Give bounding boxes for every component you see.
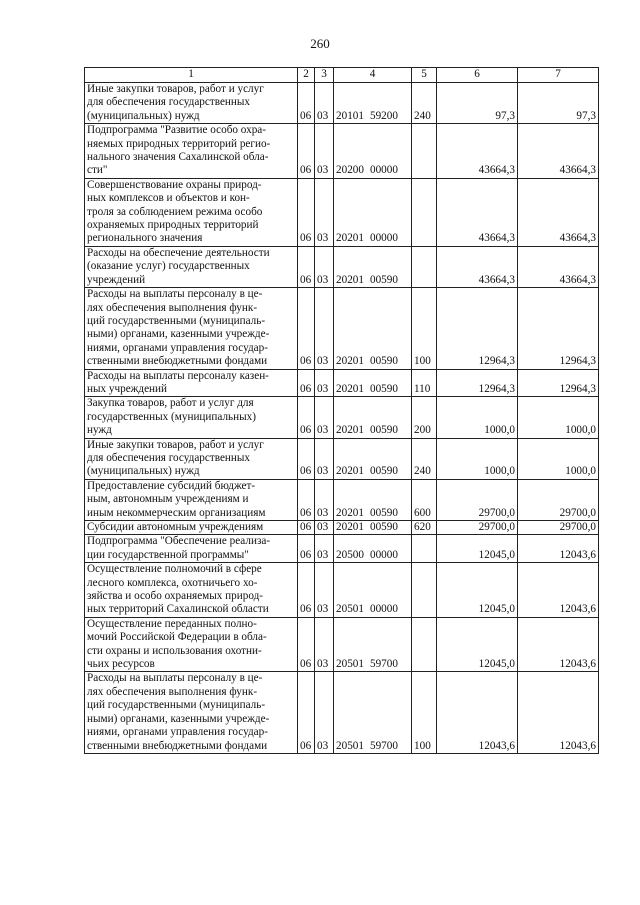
target-article-cell: [334, 535, 412, 563]
expense-type-cell: 600: [412, 479, 437, 520]
table-row: [85, 563, 599, 618]
target-article-cell: [334, 479, 412, 520]
subsection-code-cell: 03: [315, 397, 334, 438]
table-row: [85, 617, 599, 672]
target-article-part-2: 00590: [369, 506, 398, 519]
table-row: [85, 479, 599, 520]
target-article-cell: [334, 178, 412, 246]
target-article-cell: [334, 369, 412, 397]
target-article-part-2: 00590: [369, 273, 398, 286]
target-article-part-2: 00000: [369, 548, 398, 561]
section-code-cell: 06: [298, 369, 315, 397]
section-code-cell: 06: [298, 246, 315, 287]
section-code-cell: 06: [298, 521, 315, 535]
target-article-cell: [334, 124, 412, 179]
table-row: [85, 535, 599, 563]
expense-type-cell: [412, 617, 437, 672]
amount-col-7-cell: 12964,3: [518, 288, 599, 369]
name-cell: Осуществление полномочий в сфере лесного комплекса, охотничьего хо- зяйства и особо охраняемых природ- ных территорий Сахалинской области: [85, 563, 298, 618]
amount-col-7-cell: 97,3: [518, 83, 599, 124]
name-cell: Предоставление субсидий бюджет- ным, автономным учреждениям и иным некоммерческим организациям: [85, 479, 298, 520]
target-article-part-1: 20201: [336, 232, 364, 245]
table-row: [85, 397, 599, 438]
target-article-cell: [334, 288, 412, 369]
section-code-cell: 06: [298, 672, 315, 753]
expense-type-cell: 200: [412, 397, 437, 438]
subsection-code-cell: 03: [315, 83, 334, 124]
name-cell: Расходы на выплаты персоналу в це- лях обеспечения выполнения функ- ций государственными (муниципаль- ными) органами, казенными учрежде- ниями, органами управления государ- ственными внебюджетными фондами: [85, 288, 298, 369]
header-col-6: 6: [437, 68, 518, 83]
subsection-code-cell: 03: [315, 521, 334, 535]
amount-col-7-cell: 43664,3: [518, 246, 599, 287]
target-article-cell: [334, 617, 412, 672]
name-cell: Расходы на выплаты персоналу в це- лях обеспечения выполнения функ- ций государственными (муниципаль- ными) органами, казенными учрежде- ниями, органами управления государ- ственными внебюджетными фондами: [85, 672, 298, 753]
amount-col-6-cell: 1000,0: [437, 397, 518, 438]
target-article-part-2: 00590: [369, 521, 398, 533]
amount-col-6-cell: 43664,3: [437, 124, 518, 179]
table-row: [85, 438, 599, 479]
name-cell: Подпрограмма "Обеспечение реализа- ции государственной программы": [85, 535, 298, 563]
target-article-cell: [334, 246, 412, 287]
expense-type-cell: 240: [412, 438, 437, 479]
section-code-cell: 06: [298, 563, 315, 618]
amount-col-7-cell: 1000,0: [518, 438, 599, 479]
subsection-code-cell: 03: [315, 124, 334, 179]
section-code-cell: 06: [298, 397, 315, 438]
target-article-part-2: 00590: [369, 465, 398, 478]
amount-col-6-cell: 1000,0: [437, 438, 518, 479]
table-row: [85, 83, 599, 124]
table-row: [85, 246, 599, 287]
header-col-1: 1: [85, 68, 298, 83]
name-cell: Закупка товаров, работ и услуг для государственных (муниципальных) нужд: [85, 397, 298, 438]
amount-col-6-cell: 12045,0: [437, 617, 518, 672]
target-article-part-1: 20201: [336, 355, 364, 368]
target-article-cell: [334, 438, 412, 479]
subsection-code-cell: 03: [315, 563, 334, 618]
amount-col-7-cell: 12043,6: [518, 535, 599, 563]
subsection-code-cell: 03: [315, 438, 334, 479]
table-row: [85, 288, 599, 369]
expense-type-cell: 100: [412, 288, 437, 369]
amount-col-6-cell: 12964,3: [437, 369, 518, 397]
subsection-code-cell: 03: [315, 479, 334, 520]
amount-col-6-cell: 12045,0: [437, 535, 518, 563]
target-article-part-1: 20101: [336, 109, 364, 122]
header-row: [85, 68, 599, 83]
target-article-part-2: 00000: [369, 603, 398, 616]
page-number: 260: [310, 36, 330, 51]
target-article-cell: [334, 672, 412, 753]
target-article-part-2: 59700: [369, 658, 398, 671]
amount-col-6-cell: 43664,3: [437, 246, 518, 287]
table-row: [85, 672, 599, 753]
amount-col-7-cell: 12043,6: [518, 617, 599, 672]
section-code-cell: 06: [298, 83, 315, 124]
amount-col-7-cell: 1000,0: [518, 397, 599, 438]
target-article-part-1: 20201: [336, 506, 364, 519]
target-article-part-1: 20201: [336, 273, 364, 286]
subsection-code-cell: 03: [315, 369, 334, 397]
amount-col-6-cell: 29700,0: [437, 479, 518, 520]
target-article-part-2: 00590: [369, 355, 398, 368]
target-article-part-1: 20201: [336, 465, 364, 478]
header-col-2: 2: [298, 68, 315, 83]
amount-col-7-cell: 12964,3: [518, 369, 599, 397]
name-cell: Совершенствование охраны природ- ных комплексов и объектов и кон- троля за соблюдением режима особо охраняемых природных территорий регионального значения: [85, 178, 298, 246]
target-article-part-1: 20500: [336, 548, 364, 561]
target-article-part-2: 00000: [369, 164, 398, 177]
subsection-code-cell: 03: [315, 535, 334, 563]
section-code-cell: 06: [298, 479, 315, 520]
expense-type-cell: [412, 563, 437, 618]
amount-col-7-cell: 12043,6: [518, 563, 599, 618]
expense-type-cell: [412, 535, 437, 563]
name-cell: Иные закупки товаров, работ и услуг для обеспечения государственных (муниципальных) нужд: [85, 438, 298, 479]
target-article-cell: [334, 397, 412, 438]
budget-table: [84, 67, 599, 754]
amount-col-6-cell: 12045,0: [437, 563, 518, 618]
expense-type-cell: 110: [412, 369, 437, 397]
table-row: [85, 521, 599, 535]
amount-col-6-cell: 12043,6: [437, 672, 518, 753]
section-code-cell: 06: [298, 617, 315, 672]
target-article-part-1: 20201: [336, 521, 364, 533]
amount-col-7-cell: 29700,0: [518, 521, 599, 535]
subsection-code-cell: 03: [315, 617, 334, 672]
amount-col-7-cell: 43664,3: [518, 178, 599, 246]
amount-col-6-cell: 12964,3: [437, 288, 518, 369]
amount-col-7-cell: 12043,6: [518, 672, 599, 753]
section-code-cell: 06: [298, 124, 315, 179]
target-article-part-2: 00590: [369, 424, 398, 437]
name-cell: Осуществление переданных полно- мочий Российской Федерации в обла- сти охраны и использования охотни- чьих ресурсов: [85, 617, 298, 672]
amount-col-7-cell: 43664,3: [518, 124, 599, 179]
expense-type-cell: [412, 178, 437, 246]
amount-col-7-cell: 29700,0: [518, 479, 599, 520]
header-col-3: 3: [315, 68, 334, 83]
target-article-part-1: 20201: [336, 424, 364, 437]
subsection-code-cell: 03: [315, 672, 334, 753]
target-article-part-2: 59700: [369, 739, 398, 752]
name-cell: Иные закупки товаров, работ и услуг для обеспечения государственных (муниципальных) нужд: [85, 83, 298, 124]
expense-type-cell: 620: [412, 521, 437, 535]
name-cell: Расходы на обеспечение деятельности (оказание услуг) государственных учреждений: [85, 246, 298, 287]
table-row: [85, 124, 599, 179]
name-cell: Подпрограмма "Развитие особо охра- няемых природных территорий регио- нального значения Сахалинской обла- сти": [85, 124, 298, 179]
section-code-cell: 06: [298, 178, 315, 246]
target-article-part-2: 00590: [369, 382, 398, 395]
section-code-cell: 06: [298, 535, 315, 563]
target-article-cell: [334, 83, 412, 124]
name-cell: Расходы на выплаты персоналу казен- ных учреждений: [85, 369, 298, 397]
subsection-code-cell: 03: [315, 246, 334, 287]
subsection-code-cell: 03: [315, 288, 334, 369]
target-article-part-1: 20501: [336, 739, 364, 752]
header-col-4: 4: [334, 68, 412, 83]
amount-col-6-cell: 43664,3: [437, 178, 518, 246]
target-article-part-2: 59200: [369, 109, 398, 122]
target-article-part-1: 20501: [336, 658, 364, 671]
name-cell: Субсидии автономным учреждениям: [85, 521, 298, 535]
header-col-5: 5: [412, 68, 437, 83]
amount-col-6-cell: 97,3: [437, 83, 518, 124]
expense-type-cell: [412, 246, 437, 287]
target-article-cell: [334, 563, 412, 618]
subsection-code-cell: 03: [315, 178, 334, 246]
header-col-7: 7: [518, 68, 599, 83]
section-code-cell: 06: [298, 438, 315, 479]
table-row: [85, 369, 599, 397]
expense-type-cell: 100: [412, 672, 437, 753]
target-article-part-1: 20201: [336, 382, 364, 395]
target-article-part-1: 20200: [336, 164, 364, 177]
target-article-part-1: 20501: [336, 603, 364, 616]
expense-type-cell: 240: [412, 83, 437, 124]
amount-col-6-cell: 29700,0: [437, 521, 518, 535]
section-code-cell: 06: [298, 288, 315, 369]
target-article-part-2: 00000: [369, 232, 398, 245]
expense-type-cell: [412, 124, 437, 179]
table-row: [85, 178, 599, 246]
target-article-cell: [334, 521, 412, 535]
